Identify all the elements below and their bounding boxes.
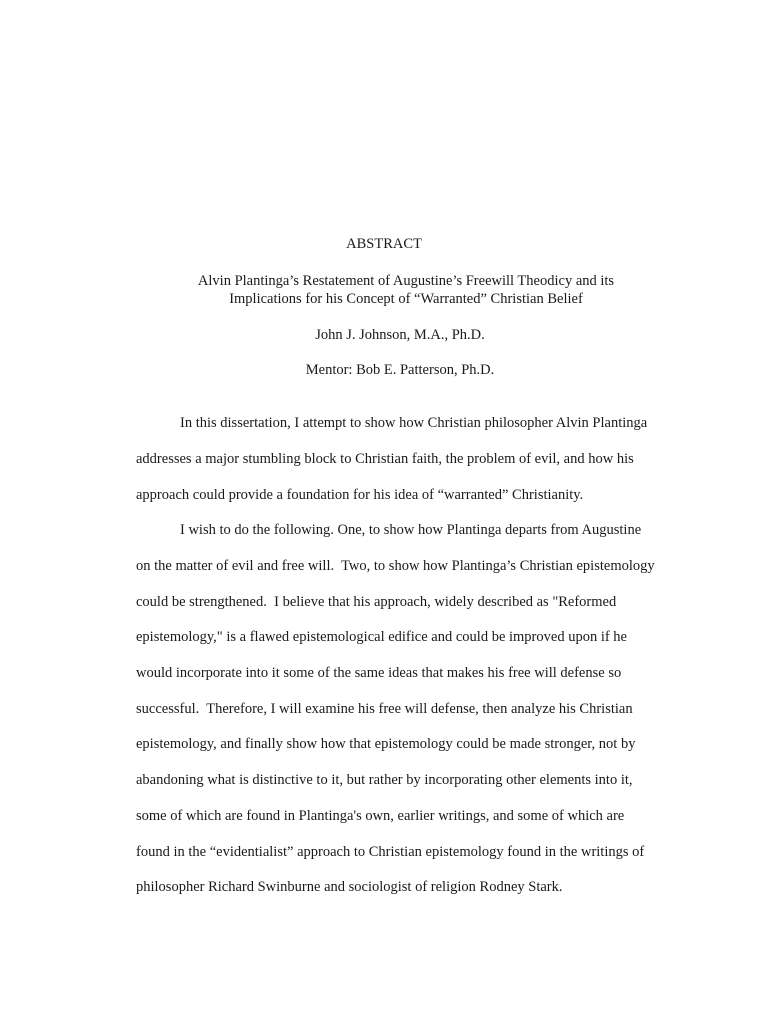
body-line: could be strengthened. I believe that his approach, widely described as "Reformed <box>136 594 617 610</box>
body-line: philosopher Richard Swinburne and sociologist of religion Rodney Stark. <box>136 879 563 895</box>
body-line: would incorporate into it some of the same ideas that makes his free will defense so <box>136 665 622 681</box>
body-line: In this dissertation, I attempt to show how Christian philosopher Alvin Plantinga <box>180 415 648 431</box>
abstract-heading: ABSTRACT <box>346 236 422 252</box>
body-line: found in the “evidentialist” approach to Christian epistemology found in the writings of <box>136 844 645 860</box>
body-line: abandoning what is distinctive to it, but rather by incorporating other elements into it, <box>136 772 633 788</box>
body-line: I wish to do the following. One, to show how Plantinga departs from Augustine <box>180 522 642 538</box>
body-line: epistemology, and finally show how that epistemology could be made stronger, not by <box>136 736 636 752</box>
body-line: on the matter of evil and free will. Two, to show how Plantinga’s Christian epistemology <box>136 558 655 574</box>
mentor-line: Mentor: Bob E. Patterson, Ph.D. <box>305 362 495 378</box>
author-line: John J. Johnson, M.A., Ph.D. <box>315 327 485 343</box>
body-line: addresses a major stumbling block to Christian faith, the problem of evil, and how his <box>136 451 634 467</box>
body-line: epistemology," is a flawed epistemological edifice and could be improved upon if he <box>136 629 627 645</box>
body-line: approach could provide a foundation for his idea of “warranted” Christianity. <box>136 487 584 503</box>
dissertation-title-line-2: Implications for his Concept of “Warranted” Christian Belief <box>229 291 583 307</box>
dissertation-title-line-1: Alvin Plantinga’s Restatement of Augustine’s Freewill Theodicy and its <box>197 273 615 289</box>
body-line: some of which are found in Plantinga's own, earlier writings, and some of which are <box>136 808 625 824</box>
body-line: successful. Therefore, I will examine his free will defense, then analyze his Christian <box>136 701 633 717</box>
